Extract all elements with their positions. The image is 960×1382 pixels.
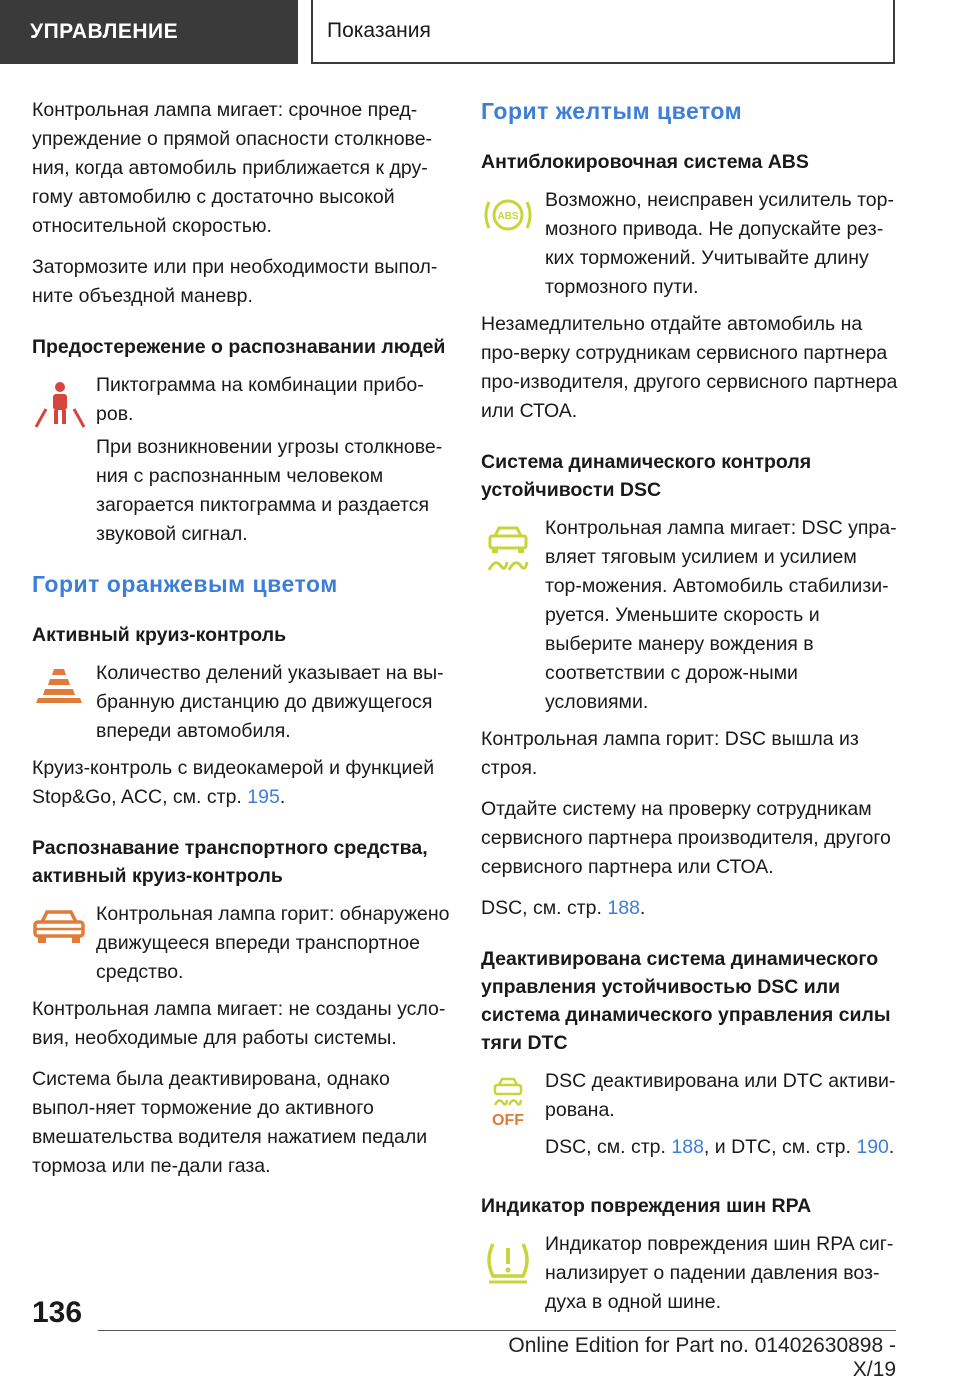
paragraph: Количество делений указывает на вы-бранную дистанцию до движущегося впереди автомобиля. (96, 662, 444, 742)
pedestrian-warning-icon (32, 379, 88, 431)
chapter-tab: Показания (311, 0, 895, 64)
text: Круиз-контроль с видеокамерой и функцией Stop&Go, ACC, см. стр. (32, 757, 435, 808)
heading-rpa: Индикатор повреждения шин RPA (481, 1195, 812, 1217)
heading-dsc-off: Деактивирована система динамического управления устойчивостью DSC или система динамического управления силы тяги DTC (481, 948, 891, 1054)
acc-block (32, 659, 450, 754)
footer-divider (98, 1330, 896, 1331)
abs-icon (481, 194, 535, 236)
paragraph: Контрольная лампа горит: обнаружено движущееся впереди транспортное средство. (96, 903, 450, 983)
page-link-190[interactable]: 190 (856, 1136, 889, 1158)
paragraph: Контрольная лампа мигает: не созданы усло-вия, необходимые для работы системы. (32, 998, 446, 1049)
heading-people-detection: Предостережение о распознавании людей (32, 336, 446, 358)
tire-pressure-icon (481, 1238, 535, 1286)
dsc-dtc-reference (545, 1133, 899, 1162)
paragraph: Незамедлительно отдайте автомобиль на про-верку сотрудникам сервисного партнера про-изводителя, другого сервисного партнера или СТОА. (481, 313, 898, 422)
page-link-188[interactable]: 188 (671, 1136, 704, 1158)
rpa-block (481, 1230, 899, 1325)
heading-orange: Горит оранжевым цветом (32, 571, 338, 597)
paragraph: Отдайте систему на проверку сотрудникам сервисного партнера производителя, другого сервисного партнера или СТОА. (481, 798, 891, 878)
section-label: УПРАВЛЕНИЕ (0, 0, 298, 64)
dsc-reference (481, 894, 899, 923)
paragraph: Контрольная лампа мигает: срочное пред-упреждение о прямой опасности столкнове-ния, когда автомобиль приближается к дру-гому автомобилю с достаточно высокой относительной скоростью. (32, 99, 433, 237)
paragraph: Индикатор повреждения шин RPA сиг-нализирует о падении давления воз-духа в одной шине. (545, 1233, 894, 1313)
text: DSC, см. стр. (481, 897, 608, 919)
abs-icon-label: ABS (497, 211, 519, 222)
heading-vehicle-detection: Распознавание транспортного средства, активный круиз-контроль (32, 837, 428, 887)
left-column (32, 96, 450, 1193)
heading-dsc: Система динамического контроля устойчивости DSC (481, 451, 812, 501)
text: , и DTC, см. стр. (703, 1136, 857, 1158)
text: DSC, см. стр. (545, 1136, 672, 1158)
paragraph: Пиктограмма на комбинации прибо-ров. (96, 374, 424, 425)
paragraph: Система была деактивирована, однако выпол-няет торможение до активного вмешательства водителя нажатием педали тормоза или пе-дали газа. (32, 1068, 428, 1177)
text: . (888, 1136, 895, 1158)
dsc-off-icon (481, 1075, 535, 1127)
paragraph: Контрольная лампа мигает: DSC упра-вляет тяговым усилием и усилием тор-можения. Автомобиль стабилизи-руется. Уменьшите скорость и выберите манеру вождения в соответствии с дорож-ными условиями. (545, 517, 897, 713)
page-link-195[interactable]: 195 (247, 786, 280, 808)
people-warning-block (32, 371, 450, 437)
text: . (279, 786, 286, 808)
page-link-188[interactable]: 188 (607, 897, 640, 919)
abs-block (481, 186, 899, 310)
distance-bars-icon (32, 667, 86, 703)
page-header (0, 0, 960, 64)
off-icon-label: OFF (492, 1112, 524, 1127)
dsc-off-block (481, 1067, 899, 1170)
page-number: 136 (32, 1296, 83, 1329)
heading-yellow: Горит желтым цветом (481, 98, 743, 124)
dsc-skid-icon (481, 522, 535, 574)
acc-reference (32, 754, 450, 812)
text: . (639, 897, 646, 919)
paragraph: Контрольная лампа горит: DSC вышла из строя. (481, 728, 859, 779)
paragraph: Возможно, неисправен усилитель тор-мозного привода. Не допускайте рез-ких торможений. Учитывайте длину тормозного пути. (545, 189, 894, 298)
paragraph: Затормозите или при необходимости выпол-ните объездной маневр. (32, 256, 438, 307)
heading-abs: Антиблокировочная система ABS (481, 151, 809, 173)
right-column (481, 96, 899, 1325)
dsc-block (481, 514, 899, 725)
heading-acc: Активный круиз-контроль (32, 624, 287, 646)
footer-edition: Online Edition for Part no. 01402630898 - X/19 (508, 1334, 896, 1381)
paragraph: При возникновении угрозы столкнове-ния с распознанным человеком загорается пиктограмма и раздается звуковой сигнал. (96, 436, 443, 545)
vehicle-block (32, 900, 450, 995)
car-front-icon (32, 908, 86, 944)
paragraph: DSC деактивирована или DTC активи-рована. (545, 1070, 896, 1121)
